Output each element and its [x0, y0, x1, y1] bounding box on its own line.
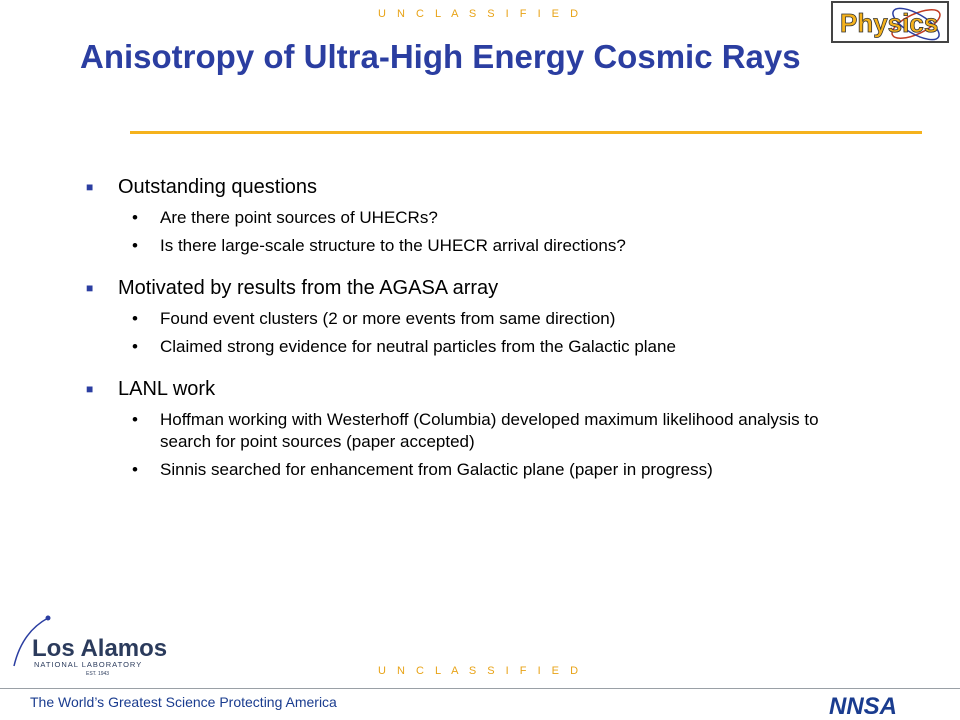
dot-bullet-icon: • — [132, 309, 138, 328]
footer-tagline: The World’s Greatest Science Protecting America — [30, 694, 337, 710]
svg-text:NATIONAL LABORATORY: NATIONAL LABORATORY — [34, 660, 143, 669]
square-bullet-icon: ■ — [86, 281, 94, 295]
dot-bullet-icon: • — [132, 410, 138, 429]
square-bullet-icon: ■ — [86, 382, 94, 396]
section-outstanding-questions — [86, 172, 906, 257]
svg-text:Los Alamos: Los Alamos — [32, 635, 168, 662]
title-rule — [130, 131, 922, 134]
list-item: Found event clusters (2 or more events from same direction) — [160, 309, 616, 328]
section-agasa — [86, 273, 906, 358]
section-heading: Motivated by results from the AGASA array — [118, 277, 499, 299]
svg-text:NNSA: NNSA — [829, 693, 898, 718]
list-item: Is there large-scale structure to the UHECR arrival directions? — [160, 236, 626, 255]
square-bullet-icon: ■ — [86, 180, 94, 194]
section-heading: Outstanding questions — [118, 176, 318, 198]
dot-bullet-icon: • — [132, 460, 138, 479]
classification-bottom: U N C L A S S I F I E D — [377, 665, 583, 677]
list-item: Sinnis searched for enhancement from Galactic plane (paper in progress) — [160, 460, 713, 479]
slide-title: Anisotropy of Ultra-High Energy Cosmic Rays — [80, 38, 801, 75]
section-heading: LANL work — [118, 378, 216, 400]
list-item: Hoffman working with Westerhoff (Columbia) developed maximum likelihood analysis to search for point sources (paper accepted) — [160, 410, 819, 451]
dot-bullet-icon: • — [132, 236, 138, 255]
nnsa-logo — [825, 690, 950, 718]
list-item: Are there point sources of UHECRs? — [160, 208, 438, 227]
dot-bullet-icon: • — [132, 337, 138, 356]
section-lanl-work — [86, 374, 906, 481]
footer-rule — [0, 688, 960, 689]
slide-content — [86, 172, 906, 497]
dot-bullet-icon: • — [132, 208, 138, 227]
classification-top: U N C L A S S I F I E D — [377, 8, 583, 20]
svg-text:EST. 1943: EST. 1943 — [86, 671, 110, 677]
list-item: Claimed strong evidence for neutral particles from the Galactic plane — [160, 337, 676, 356]
physics-logo-text: Physics — [840, 8, 939, 38]
